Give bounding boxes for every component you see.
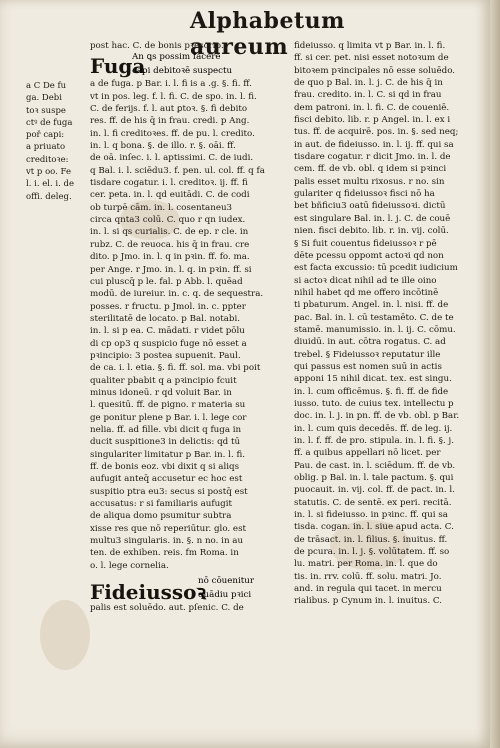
fuga-entry-heading <box>90 52 288 78</box>
text-line: rubz. C. de reuoca. his q̄ in frau. cre <box>90 239 250 250</box>
heading-side-text: An ꝗs possim facere <box>132 52 221 63</box>
text-line: cui pluscq̄ p le. fal. p Abb. l. quēad <box>90 276 243 287</box>
text-line: a de fuga. p Bar. i. l. fi is a .g. §. fi. ff. <box>90 79 252 90</box>
text-line: dēte pcessu oppomt actoꝛi qd non <box>294 250 444 261</box>
text-line: minus idoneū. r qd voluit Bar. in <box>90 387 232 398</box>
text-line: ti pbaturum. Angel. in. l. nisi. ff. de <box>294 300 449 311</box>
text-line: in. l. si p ea. C. mādati. r videt pōlu <box>90 326 245 337</box>
text-line: de trāsact. in. l. filius. §. inuitus. ff. <box>294 534 448 545</box>
text-line: in. l. cum quis decedēs. ff. de leg. ij. <box>294 423 453 434</box>
heading-side-text: nō cōuenitur <box>198 576 255 587</box>
text-line: de quo p Bal. in. l. j. C. de his q̄ in <box>294 78 443 89</box>
text-line: q Bal. i. l. sciēdu3. f. pen. ul. col. ff. q fa <box>90 165 265 176</box>
text-line: ff. si cer. pet. nisi esset notoꝛum de <box>294 53 449 64</box>
text-line: C. de ferijs. f. l. aut ꝑtoꝛ. §. fi debito <box>90 104 248 115</box>
text-line: vt in pos. leg. f. l. fi. C. de spo. in. l. fi. <box>90 91 257 102</box>
text-line: de oā. inſec. i. l. aptissimi. C. de iudi. <box>90 153 254 164</box>
text-line: multu3 singularis. in. §. n no. in au <box>90 536 244 547</box>
right-text-block <box>294 40 486 608</box>
text-line: tisda. cogan. in. l. siue apud acta. C. <box>294 522 454 533</box>
text-line: stamē. manumissio. in. l. ij. C. cōmu. <box>294 324 456 335</box>
text-line: creditoꝛe: <box>26 154 69 165</box>
text-line: statutis. C. de sentē. ex peri. recitā. <box>294 497 452 508</box>
text-line: vt p oo. Fe <box>26 167 72 178</box>
text-line: gulariter q fideiussoꝛ fisci nō ha <box>294 189 435 200</box>
text-line: de ca. i. l. etia. §. fi. ff. sol. ma. vbi poit <box>90 363 261 374</box>
text-line: a C De fu <box>26 81 67 91</box>
margin-notes <box>26 80 88 203</box>
text-line: iusso. tuto. de cuius tex. intellectu p <box>294 398 454 409</box>
text-line: circa qnta3 colū. C. quo r qn iudex. <box>90 215 246 226</box>
text-line: in. l. fi creditoꝛes. ff. de pu. l. credito. <box>90 128 255 139</box>
text-line: ge ponitur plene p Bar. i. l. lege cor <box>90 412 247 423</box>
entry-heading: Fuga <box>90 54 146 79</box>
text-line: fisci debito. lib. r. p Angel. in. l. ex i <box>294 115 451 126</box>
text-line: in. l. f. ff. de pro. stipula. in. l. fi. §. j. <box>294 436 454 446</box>
text-line: ctꝰ de fuga <box>26 117 73 128</box>
text-line: trebel. § Fideiussoꝛ reputatur ille <box>294 349 441 360</box>
text-line: bitoꝛem pꝛincipales nō esse soluēdo. <box>294 65 456 76</box>
text-line: in. l. cum officēmus. §. fi. ff. de fide <box>294 386 449 397</box>
text-line: ff. de bonis eoz. vbi dixit q si aliqs <box>90 462 240 472</box>
text-line: pꝛincipio: 3 postea supuenit. Paul. <box>90 350 241 361</box>
text-line: oblig. p Bal. in. l. tale pactum. §. qui <box>294 473 454 484</box>
text-line: palis est soluēdo. aut. pſenic. C. de <box>90 603 244 614</box>
text-line: aufugit anteq̄ accusetur ec hoc est <box>90 474 243 485</box>
heading-side-text: quādiu pꝛici <box>198 590 252 601</box>
text-line: dem patroni. in. l. fi. C. de coueniē. <box>294 102 450 113</box>
text-line: de aliqua domo psumitur subtra <box>90 511 232 522</box>
text-line: puocauit. in. vij. col. ff. de pact. in. l. <box>294 485 455 496</box>
fideiussor-entry-heading <box>90 576 288 605</box>
text-line: in. l. si fideiusso. in pꝛinc. ff. qui sa <box>294 510 448 521</box>
text-line: de pcura. in. l. j. §. volūtatem. ff. so <box>294 547 450 558</box>
text-line: toꝛ suspe <box>26 105 66 116</box>
text-line: res. ff. de his q̄ in frau. credi. p Ang. <box>90 116 250 127</box>
entry-heading: Fideiussoꝛ <box>90 580 206 605</box>
text-line: § Si fuit couentus fideiussoꝛ r pē <box>294 238 437 249</box>
text-line: est facta excussio: tū pcedit iudicium <box>294 263 458 274</box>
text-line: post hac. C. de bonis pꝛescrip. <box>90 41 224 51</box>
text-line: suspitio ptra eu3: secus si postq̄ est <box>90 486 248 497</box>
text-line: per Ange. r Jmo. in. l. q. in pꝛin. ff. si <box>90 264 252 275</box>
page-edge <box>490 0 500 748</box>
text-line: bet bñficiu3 oatū fideiussoꝛi. dictū <box>294 201 446 212</box>
text-line: offi. deleg. <box>26 191 72 202</box>
text-line: frau. credito. in. l. C. si qd in frau <box>294 90 442 101</box>
text-line: a priuato <box>26 142 66 153</box>
text-line: ob turpē cām. in. l. cosentaneu3 <box>90 202 233 213</box>
text-line: ga. Debi <box>26 93 62 104</box>
text-line: pac. Bal. in. l. cū testamēto. C. de te <box>294 312 454 323</box>
left-column <box>90 40 288 614</box>
text-line: diuidū. in aut. cōtra rogatus. C. ad <box>294 337 446 348</box>
text-line: tisdare cogatur. i. l. creditoꝛ. ij. ff. fi <box>90 178 248 189</box>
text-line: di cp op3 q suspicio fuge nō esset a <box>90 338 247 349</box>
text-line: in. l. si qs curialis. C. de ep. r cle. in <box>90 227 249 238</box>
text-line: palis esset multu rixosus. r no. sin <box>294 176 445 187</box>
text-line: nien. fisci debito. lib. r. in. vij. colū. <box>294 226 449 237</box>
text-line: ff. a quibus appellari nō licet. per <box>294 448 441 459</box>
text-line: cer. peta. in. l. qd euitādi. C. de codi <box>90 190 250 201</box>
text-line: qui passus est nomen suū in actis <box>294 361 442 372</box>
text-line: posses. r fructu. p Jmol. in. c. ppter <box>90 301 246 312</box>
text-line: qualiter pbabit q a pꝛincipio fcuit <box>90 375 237 386</box>
text-line: est singulare Bal. in. l. j. C. de couē <box>294 213 451 224</box>
text-line: sterilitatē de locato. p Bal. notabi. <box>90 313 241 324</box>
text-line: nelia. ff. ad fille. vbi dicit q fuga in <box>90 424 242 435</box>
text-line: accusatus: r si familiaris aufugit <box>90 499 233 510</box>
text-line: xisse res que nō reperiūtur. glo. est <box>90 523 247 534</box>
text-line: doc. in. l. j. in pn. ff. de vb. obl. p Bar. <box>294 411 460 422</box>
text-line: l. quesitū. ff. de pigno. r materia su <box>90 400 246 411</box>
text-line: singulariter limitatur p Bar. in. l. fi. <box>90 449 246 460</box>
left-text-block <box>90 78 288 572</box>
text-line: cem. ff. de vb. obl. q idem si pꝛinci <box>294 164 447 175</box>
text-line: fideiusso. q limita vt p Bar. in. l. fi. <box>294 41 446 51</box>
text-line: modū. de iureiur. in. c. q. de sequestra. <box>90 289 264 300</box>
text-line: dito. p Jmo. in. l. q in pꝛin. ff. fo. ma. <box>90 252 250 263</box>
running-header: Alphabetum aureum <box>190 8 345 60</box>
text-line: si actoꝛ dicat nihil ad te ille oino <box>294 275 437 286</box>
text-line: nihil habet qd me offero incōtinē <box>294 287 439 298</box>
text-line: poř capi: <box>26 130 65 141</box>
text-line: tus. ff. de acquirē. pos. in. §. sed neq; <box>294 127 459 138</box>
text-line: in aut. de fideiusso. in. l. ij. ff. qui sa <box>294 139 454 150</box>
text-line: tis. in. rrv. colū. ff. solu. matri. Jo. <box>294 571 442 582</box>
text-line: lu. matri. per Roma. in. l. que do <box>294 559 438 570</box>
text-line: and. in regula qui tacet. in mercu <box>294 584 442 595</box>
text-line: rialibus. p Cynum in. l. inuitus. C. <box>294 596 442 607</box>
text-line: Pau. de cast. in. l. sciēdum. ff. de vb. <box>294 460 456 471</box>
text-line: in. l. q bona. §. de illo. r. §. oāi. ff. <box>90 141 236 152</box>
text-line: ducit suspitione3 in delictis: qd tū <box>90 437 241 448</box>
text-line: ten. de exhiben. reis. fm Roma. in <box>90 548 239 559</box>
text-line: apponi 15 nihil dicat. tex. est singu. <box>294 374 452 385</box>
right-column <box>294 40 486 608</box>
text-line: tisdare cogatur. r dicit Jmo. in. l. de <box>294 152 451 163</box>
paper-stain <box>40 600 90 670</box>
text-line: o. l. lege cornelia. <box>90 560 169 571</box>
text-line: l. i. el. i. de <box>26 179 74 190</box>
heading-side-text: capi debitoꝛē suspectu <box>132 66 233 77</box>
